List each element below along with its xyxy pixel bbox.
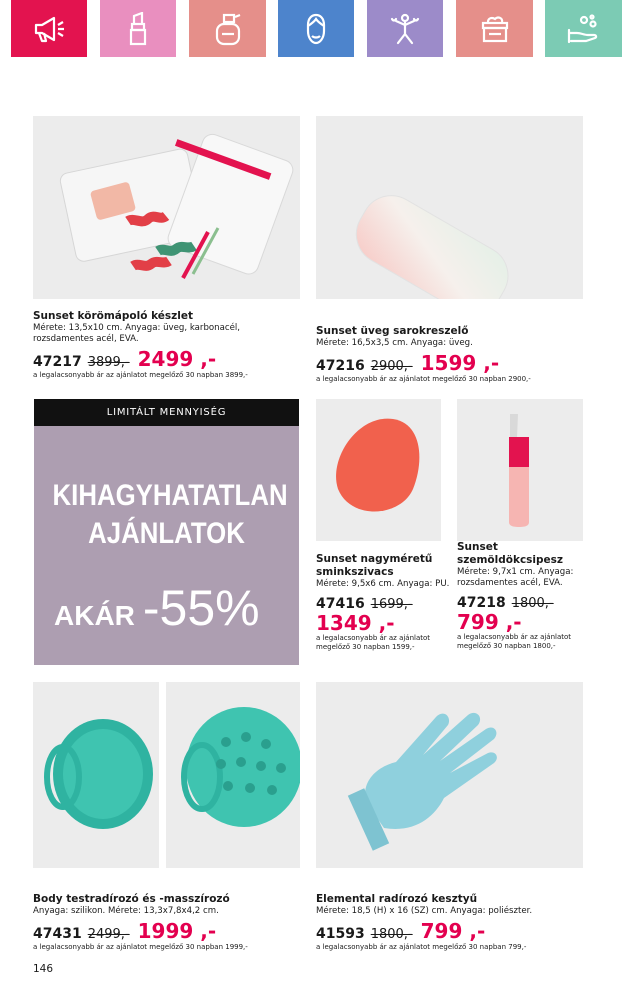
product-code: 47218 <box>457 595 506 611</box>
new-price: 2499 ,- <box>137 347 217 371</box>
product-title: Sunset nagyméretű sminkszivacs <box>316 553 433 578</box>
promo-line-1: KIHAGYHATATLAN <box>52 479 288 512</box>
lowest-price-note: a legalacsonyabb ár az ajánlatot megelőző 30 napban 2900,- <box>316 375 531 383</box>
product-card-nail-kit <box>33 310 303 380</box>
new-price: 799 ,- <box>457 610 522 634</box>
old-price: 2900,- <box>370 359 413 374</box>
product-card-exfoliating-glove <box>316 893 596 952</box>
product-image-tweezers <box>457 399 583 541</box>
tab-bodycare[interactable] <box>545 0 622 57</box>
product-card-body-massager <box>33 893 313 952</box>
old-price: 3899,- <box>87 355 130 370</box>
product-image-makeup-sponge <box>316 399 441 541</box>
product-code: 41593 <box>316 926 365 942</box>
cream-jar-icon <box>478 14 512 44</box>
old-price: 1699,- <box>370 597 413 612</box>
new-price: 1599 ,- <box>420 351 500 375</box>
product-image-body-massager-back <box>33 682 159 868</box>
product-title: Sunset szemöldökcsipesz <box>457 541 564 566</box>
product-image-exfoliating-glove <box>316 682 583 868</box>
tab-fragrance[interactable] <box>189 0 266 57</box>
old-price: 1800,- <box>511 596 554 611</box>
tab-makeup[interactable] <box>100 0 176 57</box>
man-face-icon <box>301 12 331 46</box>
old-price: 1800,- <box>370 927 413 942</box>
megaphone-icon <box>32 14 66 44</box>
old-price: 2499,- <box>87 927 130 942</box>
tab-skincare[interactable] <box>456 0 533 57</box>
product-card-makeup-sponge <box>316 553 451 651</box>
new-price: 1349 ,- <box>316 611 395 635</box>
product-title: Elemental radírozó kesztyű <box>316 893 478 905</box>
product-title: Body testradírozó és -masszírozó <box>33 893 230 905</box>
tab-wellness[interactable] <box>367 0 443 57</box>
product-description: Anyaga: szilikon. Mérete: 13,3x7,8x4,2 cm. <box>33 906 219 916</box>
product-card-glass-foot-file <box>316 325 596 384</box>
lowest-price-note: a legalacsonyabb ár az ajánlatot megelőző 30 napban 1999,- <box>33 943 248 951</box>
product-image-body-massager-front <box>166 682 300 868</box>
promo-prefix: AKÁR <box>54 600 135 631</box>
page-number: 146 <box>33 963 54 975</box>
perfume-icon <box>213 12 243 46</box>
product-image-nail-kit <box>33 116 300 299</box>
lowest-price-note: a legalacsonyabb ár az ajánlatot megelőző 30 napban 3899,- <box>33 371 248 379</box>
promo-discount: -55% <box>142 580 260 636</box>
new-price: 799 ,- <box>420 919 486 943</box>
lowest-price-note: a legalacsonyabb ár az ajánlatot megelőző 30 napban 799,- <box>316 943 527 951</box>
product-title: Sunset üveg sarokreszelő <box>316 325 469 337</box>
product-description: Mérete: 13,5x10 cm. Anyaga: üveg, karbonacél, rozsdamentes acél, EVA. <box>33 323 241 344</box>
product-card-tweezers <box>457 541 587 650</box>
product-image-glass-foot-file <box>316 116 583 299</box>
product-description: Mérete: 16,5x3,5 cm. Anyaga: üveg. <box>316 338 473 348</box>
product-description: Mérete: 9,7x1 cm. Anyaga: rozsdamentes acél, EVA. <box>457 567 574 588</box>
wellness-icon <box>388 13 422 45</box>
lipstick-icon <box>126 12 150 46</box>
product-description: Mérete: 18,5 (H) x 16 (SZ) cm. Anyaga: poliészter. <box>316 906 533 916</box>
promo-header: LIMITÁLT MENNYISÉG <box>34 399 299 426</box>
tab-offers[interactable] <box>11 0 87 57</box>
hand-care-icon <box>566 14 602 44</box>
product-code: 47431 <box>33 926 82 942</box>
product-code: 47216 <box>316 358 365 374</box>
product-code: 47416 <box>316 596 365 612</box>
tab-men[interactable] <box>278 0 354 57</box>
product-code: 47217 <box>33 354 82 370</box>
promo-banner[interactable] <box>34 399 299 665</box>
product-title: Sunset körömápoló készlet <box>33 310 194 322</box>
promo-line-2: AJÁNLATOK <box>88 517 245 550</box>
lowest-price-note: a legalacsonyabb ár az ajánlatot megelőző 30 napban 1599,- <box>316 634 431 651</box>
product-description: Mérete: 9,5x6 cm. Anyaga: PU. <box>316 579 450 589</box>
lowest-price-note: a legalacsonyabb ár az ajánlatot megelőző 30 napban 1800,- <box>457 633 572 650</box>
new-price: 1999 ,- <box>137 919 217 943</box>
